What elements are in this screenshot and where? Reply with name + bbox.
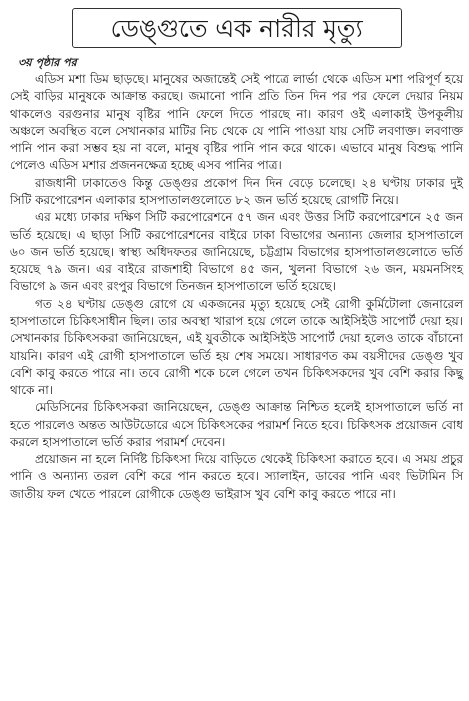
- article-paragraph: এর মধ্যে ঢাকার দক্ষিণ সিটি করপোরেশনে ৫৭ জন এবং উত্তর সিটি করপোরেশনে ২৫ জন ভর্তি হয়েছে। এ ছাড়া সিটি করপোরেশনের বাইরে ঢাকা বিভাগের অন্যান্য জেলার হাসপাতালে ৬০ জন ভর্তি হয়েছে। স্বাস্থ্য অধিদফতর জানিয়েছে, চট্টগ্রাম বিভাগের হাসপাতালগুলোতে ভর্তি হয়েছে ৭৯ জন। এর বাইরে রাজশাহী বিভাগে ৪৫ জন, খুলনা বিভাগে ২৬ জন, ময়মনসিংহ বিভাগে ৯ জন এবং রংপুর বিভাগে তিনজন হাসপাতালে ভর্তি হয়েছে।: [10, 210, 463, 294]
- article-paragraph: গত ২৪ ঘণ্টায় ডেঙ্গু রোগে যে একজনের মৃত্যু হয়েছে সেই রোগী কুর্মিটোলা জেনারেল হাসপাতালে চিকিৎসাধীন ছিল। তার অবস্থা খারাপ হয়ে গেলে তাকে আইসিইউ সাপোর্ট দেয়া হয়। সেখানকার চিকিৎসকরা জানিয়েছেন, এই যুবতীকে আইসিইউ সাপোর্ট দেয়া হলেও তাকে বাঁচানো যায়নি। কারণ এই রোগী হাসপাতালে ভর্তি হয় শেষ সময়ে। সাধারণত কম বয়সীদের ডেঙ্গু খুব বেশি কাবু করতে পারে না। তবে রোগী শকে চলে গেলে তখন চিকিৎসকদের খুব বেশি করার কিছু থাকে না।: [10, 296, 463, 398]
- continued-from-label: ৩য় পৃষ্ঠার পর: [18, 56, 77, 69]
- article-headline: ডেঙ্গুতে এক নারীর মৃত্যু: [110, 13, 363, 43]
- article-paragraph: মেডিসিনের চিকিৎসকরা জানিয়েছেন, ডেঙ্গু আক্রান্ত নিশ্চিত হলেই হাসপাতালে ভর্তি না হতে পারলেও অন্তত আউটডোরে এসে চিকিৎসকের পরামর্শ নিতে হবে। চিকিৎসক প্রয়োজন বোধ করলে হাসপাতালে ভর্তি করার পরামর্শ দেবেন।: [10, 400, 463, 449]
- headline-box: [72, 8, 402, 48]
- article-paragraph: প্রয়োজন না হলে নির্দিষ্ট চিকিৎসা দিয়ে বাড়িতে থেকেই চিকিৎসা করাতে হবে। এ সময় প্রচুর পানি ও অন্যান্য তরল বেশি করে পান করতে হবে। স্যালাইন, ডাবের পানি এবং ভিটামিন সি জাতীয় ফল খেতে পারলে রোগীকে ডেঙ্গু ভাইরাস খুব বেশি কাবু করতে পারে না।: [10, 452, 463, 501]
- article-body: [10, 71, 463, 503]
- article-paragraph: এডিস মশা ডিম ছাড়ছে। মানুষের অজান্তেই সেই পাত্রে লার্ভা থেকে এডিস মশা পরিপূর্ণ হয়ে সেই বাড়ির মানুষকে আক্রান্ত করছে। জমানো পানি প্রতি তিন দিন পর পর ফেলে দেয়ার নিয়ম থাকলেও বরগুনার মানুষ বৃষ্টির পানি ফেলে দিতে পারছে না। কারণ ওই এলাকাই উপকূলীয় অঞ্চলে অবস্থিত বলে সেখানকার মাটির নিচ থেকে যে পানি পাওয়া যায় সেটি লবণাক্ত। লবণাক্ত পানি পান করা সম্ভব হয় না বলে, মানুষ বৃষ্টির পানি পান করে থাকে। এভাবে মানুষ বিশুদ্ধ পানি পেলেও এডিস মশার প্রজননক্ষেত্র হচ্ছে এসব পানির পাত্র।: [10, 72, 463, 173]
- article-paragraph: রাজধানী ঢাকাতেও কিন্তু ডেঙ্গুর প্রকোপ দিন দিন বেড়ে চলেছে। ২৪ ঘণ্টায় ঢাকার দুই সিটি করপোরেশন এলাকার হাসপাতালগুলোতে ৮২ জন ভর্তি হয়েছে রোগটি নিয়ে।: [10, 175, 463, 207]
